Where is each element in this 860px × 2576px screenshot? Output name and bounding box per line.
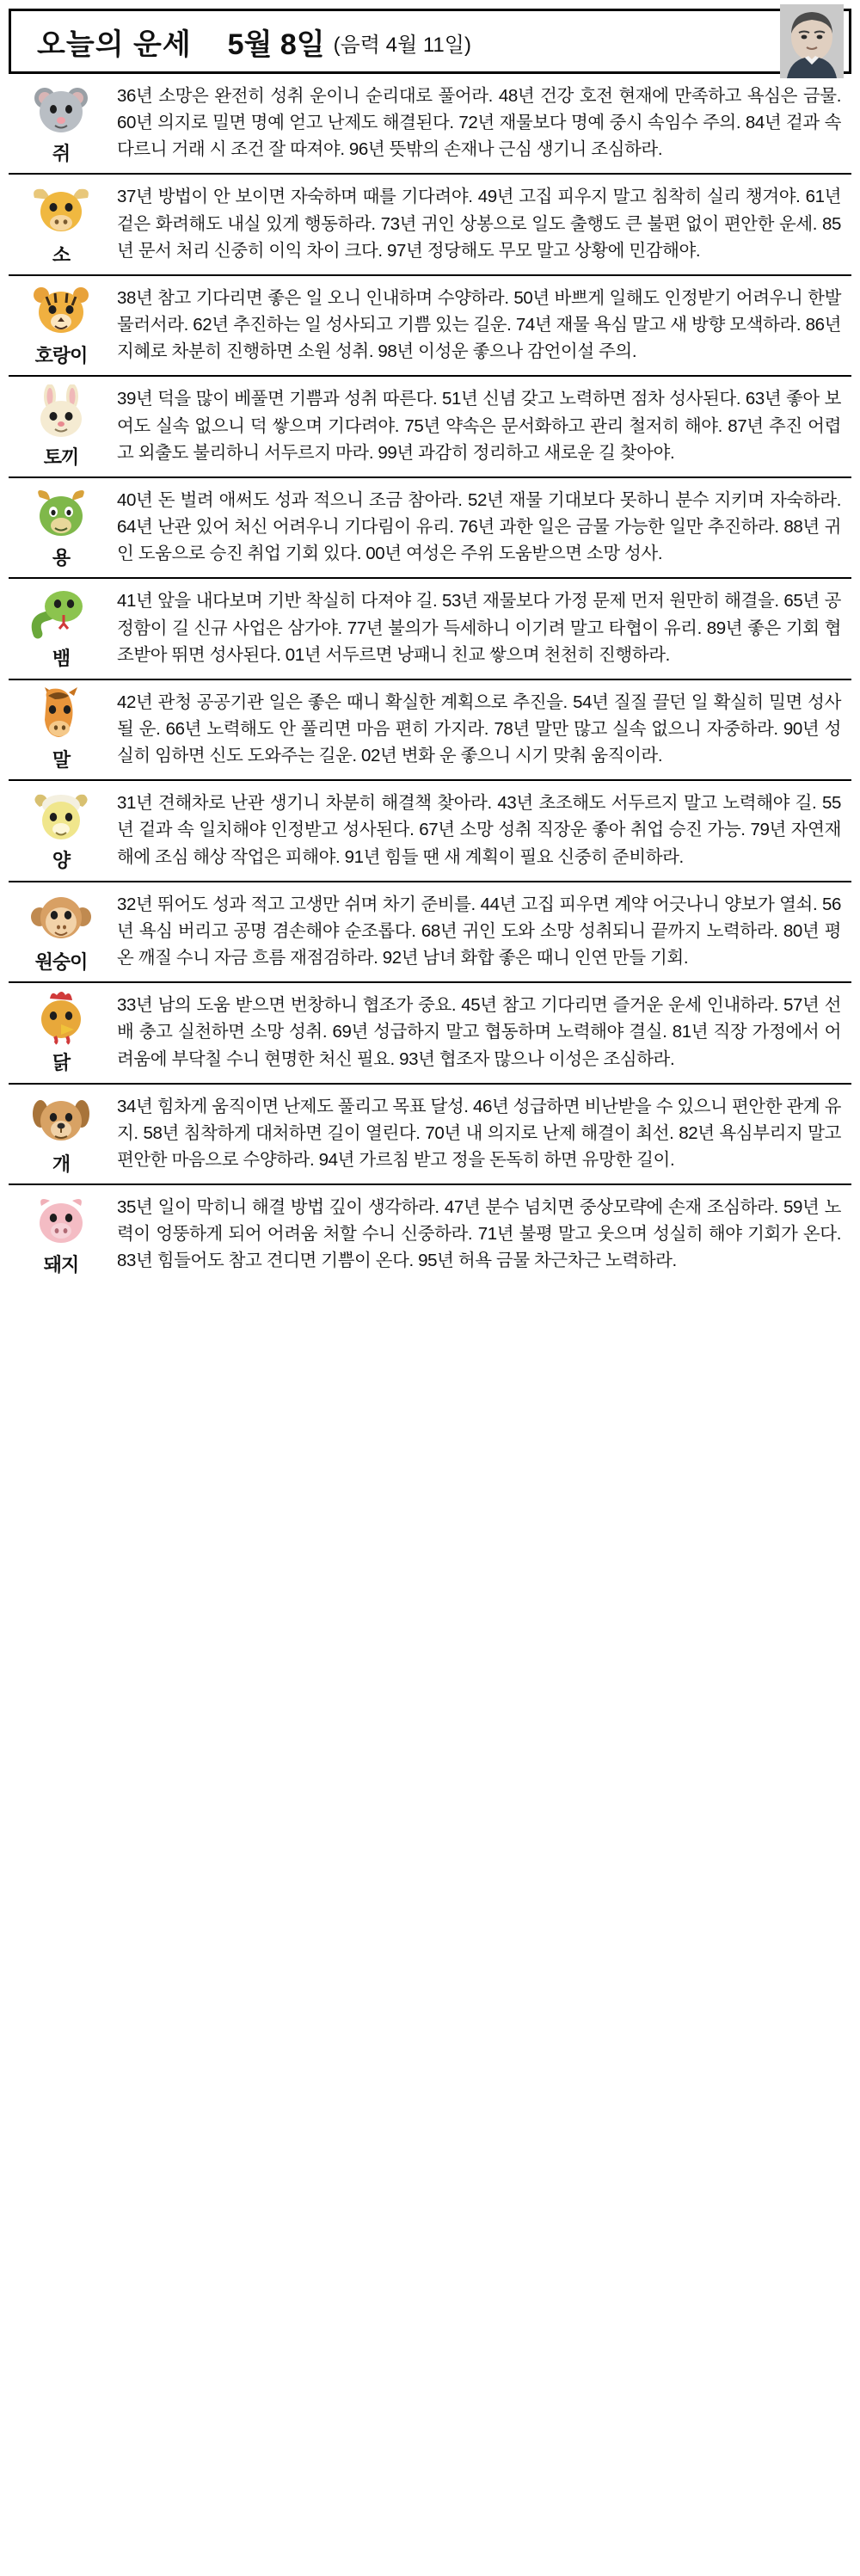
zodiac-name: 원숭이 [34,950,88,973]
zodiac-name: 소 [52,243,71,266]
header-lunar-date: (음력 4월 11일) [333,34,471,57]
zodiac-fortune-text: 38년 참고 기다리면 좋은 일 오니 인내하며 수양하라. 50년 바쁘게 일해도 인정받기 어려우니 한발 물러서라. 62년 추진하는 일 성사되고 기쁨 있는 길운. 74년 재물 욕심 말고 새 방향 모색하라. 86년 지혜로 차분히 진행하면 소원 성취. 98년 이성운 좋으나 감언이설 주의. [117,287,841,362]
zodiac-icon-cell [9,174,114,274]
rat-icon [10,81,112,142]
zodiac-fortune-text: 39년 덕을 많이 베풀면 기쁨과 성취 따른다. 51년 신념 갖고 노력하면 점차 성사된다. 63년 좋아 보여도 실속 없으니 덕 쌓으며 기다려야. 75년 약속은 문서화하고 관리 철저히 해야. 87년 추진 어렵고 외출도 불리하니 서두르지 마라. 99년 과감히 정리하고 새로운 길 찾아야. [117,389,841,463]
snake-icon [10,586,112,647]
dragon-icon [10,485,112,546]
zodiac-name: 호랑이 [34,345,88,367]
zodiac-fortune-text: 41년 앞을 내다보며 기반 착실히 다져야 길. 53년 재물보다 가정 문제 먼저 원만히 해결을. 65년 공정함이 길 신규 사업은 삼가야. 77년 불의가 득세하니 이기려 말고 타협이 유리. 89년 좋은 기회 협조받아 뛰면 성사된다. 01년 서두르면 낭패니 친교 쌓으며 천천히 진행하라. [117,591,841,665]
zodiac-name: 개 [52,1153,71,1175]
zodiac-icon-cell [9,1184,114,1284]
horse-icon [10,687,112,748]
rooster-icon [10,990,112,1051]
zodiac-table-body [9,74,851,1285]
zodiac-icon-cell [9,1084,114,1184]
ox-icon [10,182,112,243]
monkey-icon [10,889,112,950]
zodiac-icon-cell [9,275,114,376]
zodiac-table [9,74,851,1285]
table-row [9,174,851,274]
table-row [9,376,851,476]
zodiac-fortune-text: 32년 뛰어도 성과 적고 고생만 쉬며 차기 준비를. 44년 고집 피우면 계약 어긋나니 양보가 열쇠. 56년 욕심 버리고 공명 겸손해야 순조롭다. 68년 귀인 도와 소망 성취되니 끝까지 노력하라. 80년 평온 깨질 수니 자금 흐름 재점검하라. 92년 남녀 화합 좋은 때니 인연 만들 기회. [117,894,841,968]
zodiac-name: 닭 [52,1052,71,1074]
zodiac-fortune-text: 37년 방법이 안 보이면 자숙하며 때를 기다려야. 49년 고집 피우지 말고 침착히 실리 챙겨야. 61년 겉은 화려해도 내실 있게 행동하라. 73년 귀인 상봉으로 일도 출행도 큰 불편 없이 편안한 운세. 85년 문서 처리 신중히 이익 차이 크다. 97년 정당해도 무모 말고 상황에 민감해야. [117,187,841,261]
zodiac-name: 쥐 [52,143,71,165]
zodiac-name: 말 [52,748,71,771]
table-row [9,578,851,679]
zodiac-icon-cell [9,376,114,476]
pig-icon [10,1192,112,1253]
rabbit-icon [10,384,112,446]
table-row [9,275,851,376]
tiger-icon [10,283,112,344]
author-portrait-icon [780,4,844,78]
table-row [9,780,851,881]
zodiac-icon-cell [9,882,114,982]
table-row [9,982,851,1083]
zodiac-fortune-text: 31년 견해차로 난관 생기니 차분히 해결책 찾아라. 43년 초조해도 서두르지 말고 노력해야 길. 55년 겉과 속 일치해야 인정받고 성사된다. 67년 소망 성취 직장운 좋아 취업 승진 가능. 79년 자연재해에 조심 해상 작업은 피해야. 91년 힘들 땐 새 계획이 필요 신중히 준비하라. [117,793,841,867]
table-row [9,679,851,780]
zodiac-icon-cell [9,982,114,1083]
table-row [9,1184,851,1284]
zodiac-icon-cell [9,74,114,174]
table-row [9,477,851,578]
zodiac-icon-cell [9,780,114,881]
zodiac-fortune-text: 33년 남의 도움 받으면 번창하니 협조가 중요. 45년 참고 기다리면 즐거운 운세 인내하라. 57년 선배 충고 실천하면 소망 성취. 69년 성급하지 말고 협동하며 노력해야 결실. 81년 직장 가정에서 어려움에 부닥칠 수니 현명한 처신 필요. 93년 협조자 많으나 이성은 조심하라. [117,995,841,1069]
zodiac-icon-cell [9,679,114,780]
sheep-icon [10,788,112,849]
zodiac-icon-cell [9,477,114,578]
page-header [9,9,851,74]
zodiac-fortune-text: 36년 소망은 완전히 성취 운이니 순리대로 풀어라. 48년 건강 호전 현재에 만족하고 욕심은 금물. 60년 의지로 밀면 명예 얻고 난제도 해결된다. 72년 재물보다 명예 중시 속임수 주의. 84년 겉과 속 다르니 거래 시 조건 잘 따져야. 96년 뜻밖의 손재나 근심 생기니 조심하라. [117,86,841,160]
table-row [9,882,851,982]
zodiac-fortune-text: 34년 힘차게 움직이면 난제도 풀리고 목표 달성. 46년 성급하면 비난받을 수 있으니 편안한 관계 유지. 58년 침착하게 대처하면 길이 열린다. 70년 내 의지로 난제 해결이 최선. 82년 욕심부리지 말고 편안한 마음으로 수양하라. 94년 가르침 받고 정을 돈독히 하면 유망한 길이. [117,1096,841,1170]
zodiac-name: 뱀 [52,648,71,670]
zodiac-fortune-text: 42년 관청 공공기관 일은 좋은 때니 확실한 계획으로 추진을. 54년 질질 끌던 일 확실히 밀면 성사될 운. 66년 노력해도 안 풀리면 마음 편히 가지라. 78년 말만 많고 실속 없으니 자중하라. 90년 성실히 임하면 신도 도와주는 길운. 02년 변화 운 좋으니 시기 맞춰 움직이라. [117,692,841,766]
zodiac-name: 양 [52,850,71,872]
zodiac-fortune-text: 40년 돈 벌려 애써도 성과 적으니 조금 참아라. 52년 재물 기대보다 못하니 분수 지키며 자숙하라. 64년 난관 있어 처신 어려우니 기다림이 유리. 76년 과한 일은 금물 가능한 일만 추진하라. 88년 귀인 도움으로 승진 취업 기회 있다. 00년 여성은 주위 도움받으면 소망 성사. [117,489,841,564]
table-row [9,74,851,174]
dog-icon [10,1091,112,1153]
zodiac-name: 토끼 [43,446,79,468]
page-title: 오늘의 운세 [37,28,192,61]
header-date: 5월 8일 [227,28,325,61]
zodiac-icon-cell [9,578,114,679]
zodiac-name: 돼지 [43,1254,79,1276]
table-row [9,1084,851,1184]
zodiac-fortune-text: 35년 일이 막히니 해결 방법 깊이 생각하라. 47년 분수 넘치면 중상모략에 손재 조심하라. 59년 노력이 엉뚱하게 되어 어려움 처할 수니 신중하라. 71년 불평 말고 웃으며 성실히 해야 기회가 온다. 83년 힘들어도 참고 견디면 기쁨이 온다. 95년 허욕 금물 차근차근 노력하라. [117,1197,841,1271]
zodiac-name: 용 [52,547,71,569]
